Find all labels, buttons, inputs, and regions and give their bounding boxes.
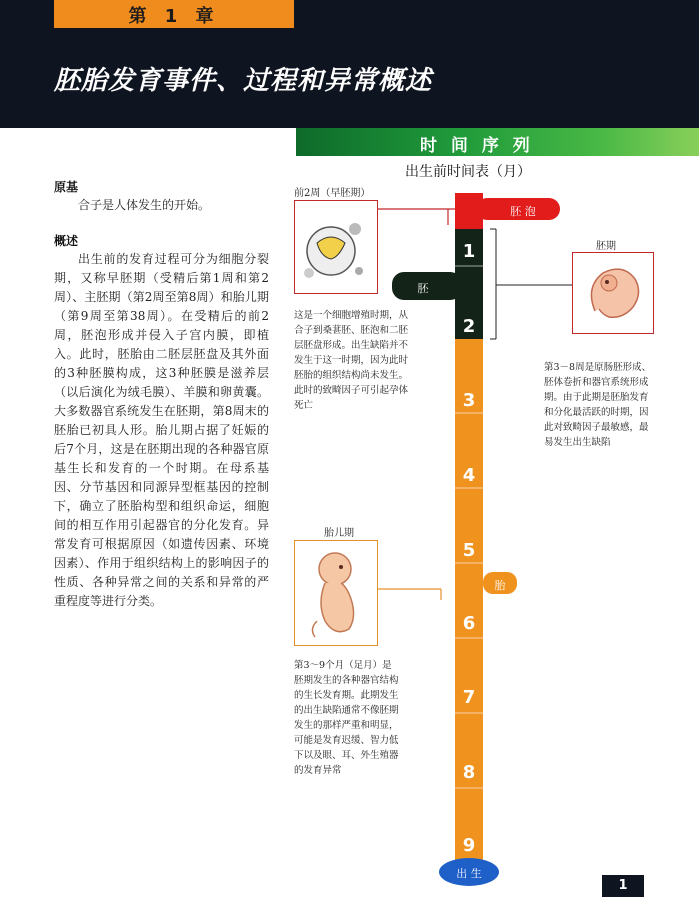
month-number: 6 xyxy=(462,613,476,634)
embryo-illustration xyxy=(572,252,654,334)
embryo-tab-label: 胚 xyxy=(417,282,429,295)
early-embryo-description: 这是一个细胞增殖时期，从合子到桑葚胚、胚泡和二胚层胚盘形成。出生缺陷并不发生于这一时期，因为此时胚胎的组织结构尚未发生。此时的致畸因子可引起孕体死亡 xyxy=(294,310,409,411)
early-embryo-label: 前2周（早胚期） xyxy=(294,188,371,199)
overview-paragraph: 出生前的发育过程可分为细胞分裂期，又称早胚期（受精后第1周和第2周）、主胚期（第2周至第8周）和胎儿期（第9周至第38周）。在受精后的前2周，胚泡形成并侵入子宫内膜，即植入。此时，胚胎由二胚层胚盘及其外面的3种胚膜构成，这3种胚膜是滋养层（以后演化为绒毛膜）、羊膜和卵黄囊。大多数器官系统发生在胚期，第8周末的胚胎已初具人形。胎儿期占据了妊娠的后7个月，这是在胚期出现的各种器官原基生长和发育的一个时期。在母系基因、分节基因和同源异型框基因的控制下，确立了胚胎构型和组织命运，细胞间的相互作用引起器官的分化发育。异常发育可根据原因（如遗传因素、环境因素）、作用于组织结构上的影响因子的性质、各种异常之间的关系和异常的严重程度等进行分类。 xyxy=(54,252,269,608)
blastocyst-icon xyxy=(295,201,377,293)
fetus-tab-label: 胎 xyxy=(494,579,506,592)
embryo-period-description: 第3－8周是原肠胚形成、胚体卷折和器官系统形成期。由于此期是胚胎发育和分化最活跃的时期，因此对致畸因子最敏感，最易发生出生缺陷 xyxy=(544,362,652,448)
fetus-illustration xyxy=(294,540,378,646)
embryo-period-label: 胚期 xyxy=(596,241,616,252)
timeline-title: 时 间 序 列 xyxy=(420,136,534,156)
fetal-period-description: 第3～9个月（足月）是胚期发生的各种器官结构的生长发育期。此期发生的出生缺陷通常不像胚期发生的那样严重和明显，可能是发育迟缓、智力低下以及眼、耳、外生殖器的发育异常 xyxy=(294,660,399,776)
blastocyst-illustration xyxy=(294,200,378,294)
month-number: 7 xyxy=(462,687,476,708)
fetus-icon xyxy=(295,541,377,645)
timeline-subtitle: 出生前时间表（月） xyxy=(405,164,531,180)
month-number: 8 xyxy=(462,762,476,783)
chapter-label: 第 1 章 xyxy=(128,6,220,27)
month-number: 1 xyxy=(462,241,476,262)
fetal-bar xyxy=(455,339,483,865)
month-number: 5 xyxy=(462,540,476,561)
month-number: 2 xyxy=(462,316,476,337)
blastocyst-tab-label: 胚 泡 xyxy=(510,205,536,218)
birth-tab-label: 出 生 xyxy=(456,867,482,880)
month-number: 9 xyxy=(462,835,476,856)
page-number: 1 xyxy=(602,875,644,897)
month-number: 3 xyxy=(462,390,476,411)
month-number: 4 xyxy=(462,465,476,486)
origin-text: 合子是人体发生的开始。 xyxy=(78,198,211,212)
page-title: 胚胎发育事件、过程和异常概述 xyxy=(54,66,433,96)
embryo-icon xyxy=(573,253,653,333)
overview-heading: 概述 xyxy=(54,234,79,248)
fetal-period-label: 胎儿期 xyxy=(324,528,354,539)
origin-heading: 原基 xyxy=(54,180,79,194)
